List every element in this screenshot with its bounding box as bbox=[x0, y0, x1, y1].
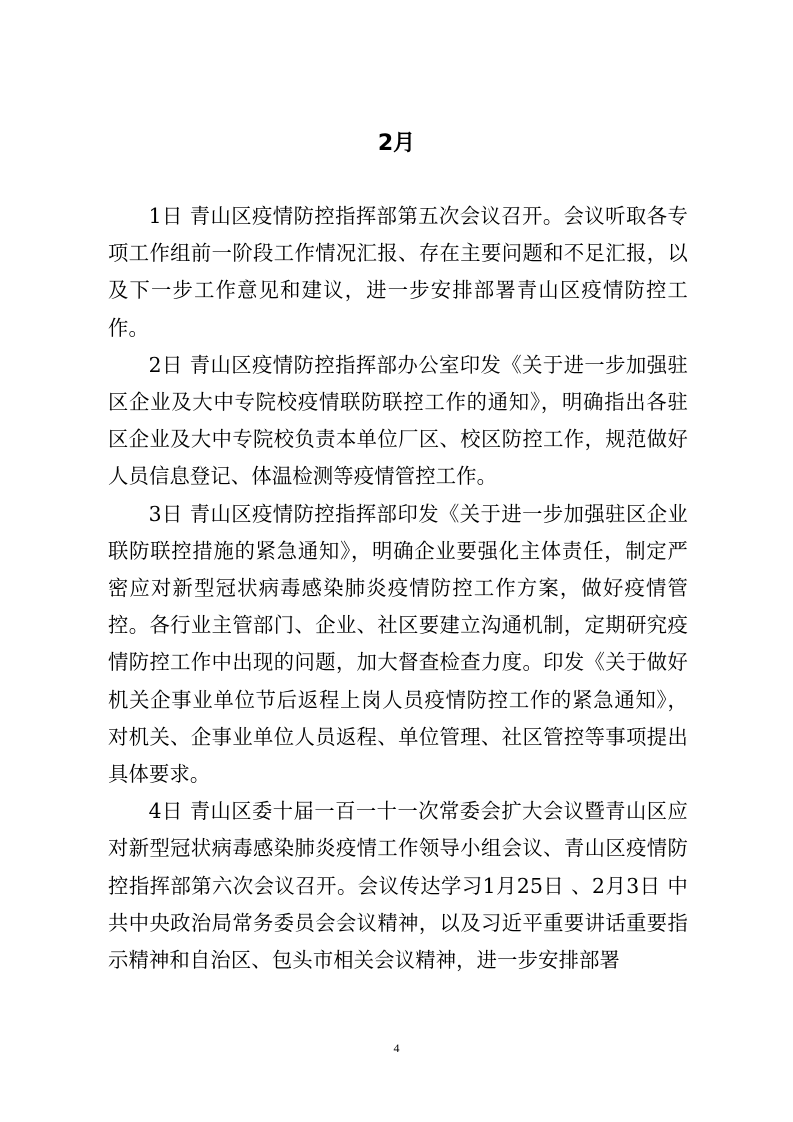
document-body bbox=[108, 198, 688, 979]
paragraph-day-2: 2日 青山区疫情防控指挥部办公室印发《关于进一步加强驻区企业及大中专院校疫情联防联控工作的通知》，明确指出各驻区企业及大中专院校负责本单位厂区、校区防控工作，规范做好人员信息登记、体温检测等疫情管控工作。 bbox=[108, 352, 688, 489]
page-number: 4 bbox=[393, 1041, 400, 1055]
paragraph-day-3: 3日 青山区疫情防控指挥部印发《关于进一步加强驻区企业联防联控措施的紧急通知》，明确企业要强化主体责任，制定严密应对新型冠状病毒感染肺炎疫情防控工作方案，做好疫情管控。各行业主管部门、企业、社区要建立沟通机制，定期研究疫情防控工作中出现的问题，加大督查检查力度。印发《关于做好机关企事业单位节后返程上岗人员疫情防控工作的紧急通知》，对机关、企事业单位人员返程、单位管理、社区管控等事项提出具体要求。 bbox=[108, 501, 688, 787]
month-heading: 2月 bbox=[377, 131, 416, 156]
paragraph-day-4: 4日 青山区委十届一百一十一次常委会扩大会议暨青山区应对新型冠状病毒感染肺炎疫情工作领导小组会议、青山区疫情防控指挥部第六次会议召开。会议传达学习1月25日 、2月3日 中共中央政治局常务委员会会议精神，以及习近平重要讲话重要指示精神和自治区、包头市相关会议精神，进一步安排部署 bbox=[108, 799, 688, 973]
paragraph-day-1: 1日 青山区疫情防控指挥部第五次会议召开。会议听取各专项工作组前一阶段工作情况汇报、存在主要问题和不足汇报，以及下一步工作意见和建议，进一步安排部署青山区疫情防控工作。 bbox=[108, 204, 688, 340]
